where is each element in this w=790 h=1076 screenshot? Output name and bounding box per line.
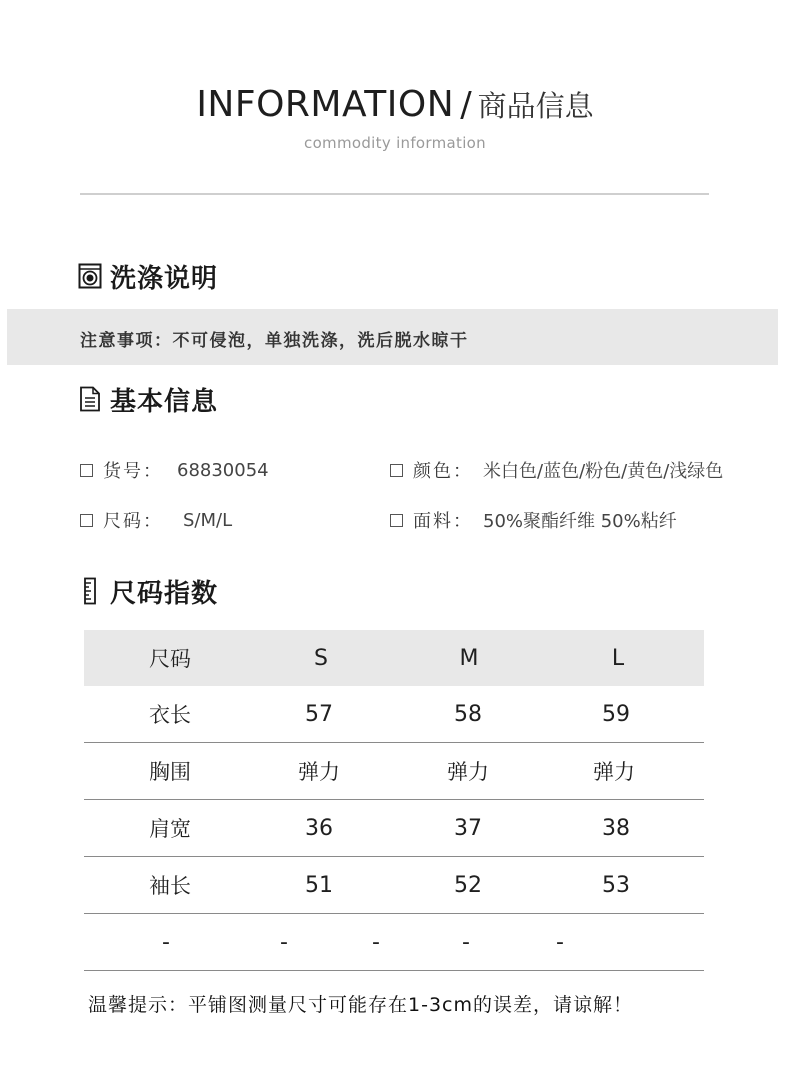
table-row [84, 800, 704, 857]
basic-info-title-text: 基本信息 [110, 386, 219, 417]
filler-dash: - [556, 929, 564, 955]
info-item-sku [80, 457, 269, 483]
ruler-icon [78, 577, 102, 605]
header-cell-l: L [611, 645, 625, 671]
square-checkbox-icon [390, 514, 403, 527]
washing-notice: 注意事项：不可侵泡，单独洗涤，洗后脱水晾干 [80, 331, 469, 351]
size-chart-title-text: 尺码指数 [110, 578, 219, 609]
info-item-fabric [390, 507, 677, 533]
title-english: INFORMATION [196, 84, 455, 125]
page-title [0, 84, 790, 125]
table-cell: 59 [602, 701, 630, 727]
washing-title-text: 洗涤说明 [110, 263, 219, 294]
info-label: 尺码： [103, 511, 163, 532]
table-cell: 57 [305, 701, 333, 727]
table-row [84, 857, 704, 914]
table-cell: 36 [305, 815, 333, 841]
table-filler-row [84, 914, 704, 971]
info-item-size [80, 507, 232, 533]
filler-dash: - [462, 929, 470, 955]
info-value: 68830054 [177, 459, 269, 481]
square-checkbox-icon [80, 464, 93, 477]
washing-machine-icon [78, 262, 102, 290]
info-value: 50%聚酯纤维 50%粘纤 [483, 511, 677, 532]
header-cell-size: 尺码 [149, 647, 191, 671]
table-cell: 弹力 [298, 760, 340, 784]
row-label: 袖长 [149, 874, 191, 898]
square-checkbox-icon [80, 514, 93, 527]
document-icon [78, 385, 102, 413]
header-cell-m: M [459, 645, 479, 671]
table-cell: 弹力 [447, 760, 489, 784]
table-row [84, 686, 704, 743]
title-separator: / [460, 85, 472, 125]
row-label: 肩宽 [149, 817, 191, 841]
info-value: S/M/L [183, 509, 233, 531]
table-cell: 51 [305, 872, 333, 898]
header-divider [80, 193, 709, 195]
size-chart-section-title [78, 574, 218, 608]
table-row [84, 743, 704, 800]
table-header-row [84, 630, 704, 686]
info-value: 米白色/蓝色/粉色/黄色/浅绿色 [483, 461, 724, 482]
table-cell: 37 [454, 815, 482, 841]
table-cell: 38 [602, 815, 630, 841]
table-cell: 弹力 [593, 760, 635, 784]
title-chinese: 商品信息 [477, 89, 594, 123]
basic-info-section-title [78, 382, 218, 416]
row-label: 衣长 [149, 703, 191, 727]
filler-dash: - [162, 929, 170, 955]
row-label: 胸围 [149, 760, 191, 784]
table-cell: 53 [602, 872, 630, 898]
size-table [84, 630, 704, 971]
filler-dash: - [280, 929, 288, 955]
table-cell: 58 [454, 701, 482, 727]
info-label: 货号： [103, 461, 163, 482]
filler-dash: - [372, 929, 380, 955]
footer-note: 温馨提示：平铺图测量尺寸可能存在1-3cm的误差，请谅解！ [88, 994, 633, 1016]
info-item-color [390, 457, 723, 483]
info-label: 面料： [413, 511, 473, 532]
info-label: 颜色： [413, 461, 473, 482]
header-cell-s: S [314, 645, 328, 671]
table-cell: 52 [454, 872, 482, 898]
square-checkbox-icon [390, 464, 403, 477]
page-subtitle: commodity information [304, 134, 486, 152]
washing-section-title [78, 259, 218, 293]
